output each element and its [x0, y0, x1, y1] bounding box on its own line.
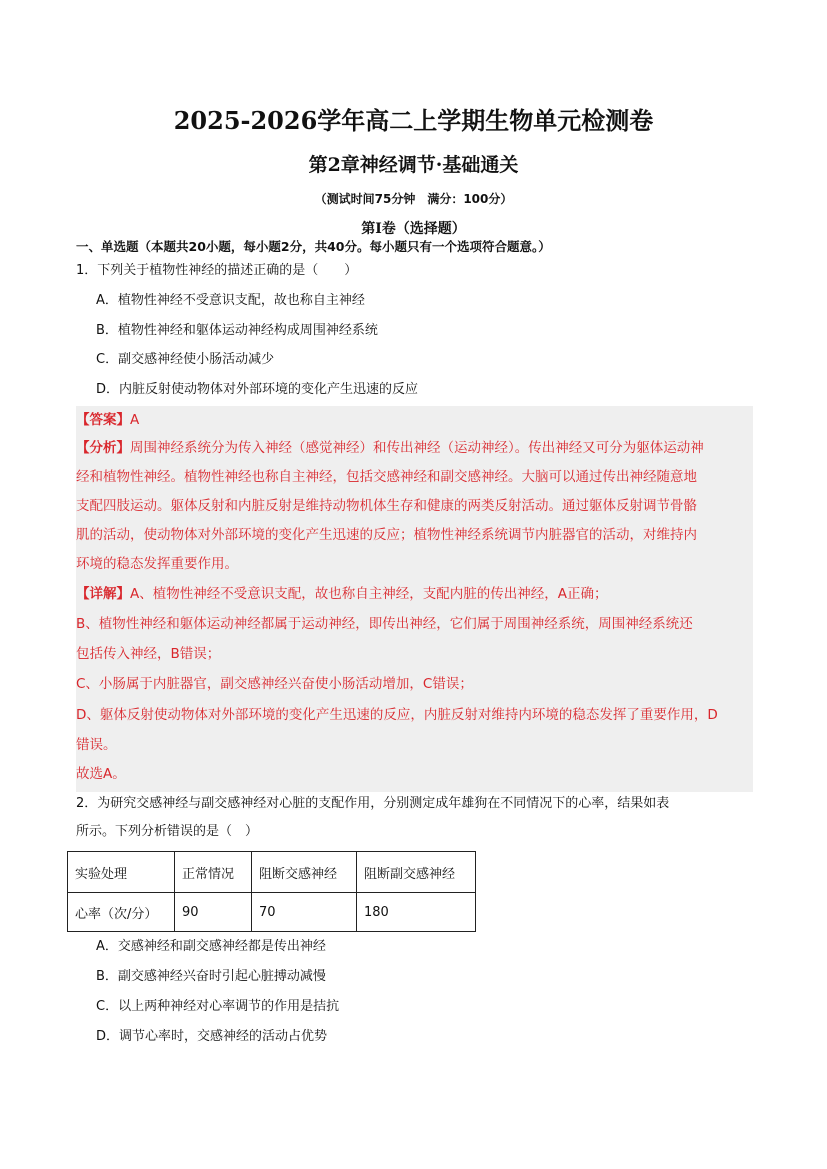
page-title: 2025-2026学年高二上学期生物单元检测卷 — [173, 106, 654, 135]
volume-heading: 第Ⅰ卷（选择题） — [361, 221, 466, 237]
question-2-option-c[interactable]: C．以上两种神经对心率调节的作用是拮抗 — [96, 999, 340, 1014]
question-2-stem-line-1: 2．为研究交感神经与副交感神经对心脏的支配作用，分别测定成年雄狗在不同情况下的心率，结果如表 — [76, 796, 670, 811]
analysis-line-5: 环境的稳态发挥重要作用。 — [76, 556, 238, 572]
table-header-cell: 阻断副交感神经 — [357, 852, 476, 893]
table-cell: 90 — [175, 893, 252, 932]
answer-tag: 【答案】 — [76, 412, 130, 428]
chapter-subtitle: 第2章神经调节·基础通关 — [308, 154, 519, 176]
question-2-option-b[interactable]: B．副交感神经兴奋时引起心脏搏动减慢 — [96, 969, 326, 984]
table-header-cell: 正常情况 — [175, 852, 252, 893]
section-heading: 一、单选题（本题共20小题，每小题2分，共40分。每小题只有一个选项符合题意。） — [76, 239, 551, 254]
detail-line-3: 包括传入神经，B错误； — [76, 646, 221, 662]
table-cell: 心率（次/分） — [68, 893, 175, 932]
analysis-line-3: 支配四肢运动。躯体反射和内脏反射是维持动物机体生存和健康的两类反射活动。通过躯体反射调节骨骼 — [76, 498, 697, 514]
heart-rate-table — [67, 851, 476, 932]
detail-line-7: 故选A。 — [76, 766, 126, 782]
question-1-option-a[interactable]: A．植物性神经不受意识支配，故也称自主神经 — [96, 293, 365, 308]
table-header-cell: 实验处理 — [68, 852, 175, 893]
table-cell: 180 — [357, 893, 476, 932]
analysis-line-2: 经和植物性神经。植物性神经也称自主神经，包括交感神经和副交感神经。大脑可以通过传出神经随意地 — [76, 469, 697, 485]
question-1-option-d[interactable]: D．内脏反射使动物体对外部环境的变化产生迅速的反应 — [96, 382, 419, 397]
detail-line-1: 【详解】A、植物性神经不受意识支配，故也称自主神经，支配内脏的传出神经，A正确； — [76, 586, 608, 602]
answer-line — [76, 408, 139, 428]
table-header-row — [68, 852, 476, 893]
detail-line-5: D、躯体反射使动物体对外部环境的变化产生迅速的反应，内脏反射对维持内环境的稳态发挥了重要作用，D — [76, 707, 718, 723]
detail-tag: 【详解】 — [76, 586, 130, 602]
analysis-line-1: 【分析】周围神经系统分为传入神经（感觉神经）和传出神经（运动神经）。传出神经又可分为躯体运动神 — [76, 440, 704, 456]
detail-line-2: B、植物性神经和躯体运动神经都属于运动神经，即传出神经，它们属于周围神经系统，周围神经系统还 — [76, 616, 693, 632]
table-cell: 70 — [252, 893, 357, 932]
table-row — [68, 893, 476, 932]
detail-line-4: C、小肠属于内脏器官，副交感神经兴奋使小肠活动增加，C错误； — [76, 676, 473, 692]
exam-meta: （测试时间75分钟 满分：100分） — [314, 192, 513, 206]
analysis-line-4: 肌的活动，使动物体对外部环境的变化产生迅速的反应；植物性神经系统调节内脏器官的活动，对维持内 — [76, 527, 697, 543]
analysis-tag: 【分析】 — [76, 440, 130, 456]
question-1-option-c[interactable]: C．副交感神经使小肠活动减少 — [96, 352, 275, 367]
question-2-option-d[interactable]: D．调节心率时，交感神经的活动占优势 — [96, 1029, 328, 1044]
answer-value: A — [130, 412, 140, 428]
question-1-stem: 1．下列关于植物性神经的描述正确的是（ ） — [76, 263, 358, 278]
question-1-option-b[interactable]: B．植物性神经和躯体运动神经构成周围神经系统 — [96, 323, 378, 338]
question-2-stem-line-2: 所示。下列分析错误的是（ ） — [76, 824, 259, 839]
question-2-option-a[interactable]: A．交感神经和副交感神经都是传出神经 — [96, 939, 326, 954]
detail-line-6: 错误。 — [76, 737, 117, 753]
table-header-cell: 阻断交感神经 — [252, 852, 357, 893]
